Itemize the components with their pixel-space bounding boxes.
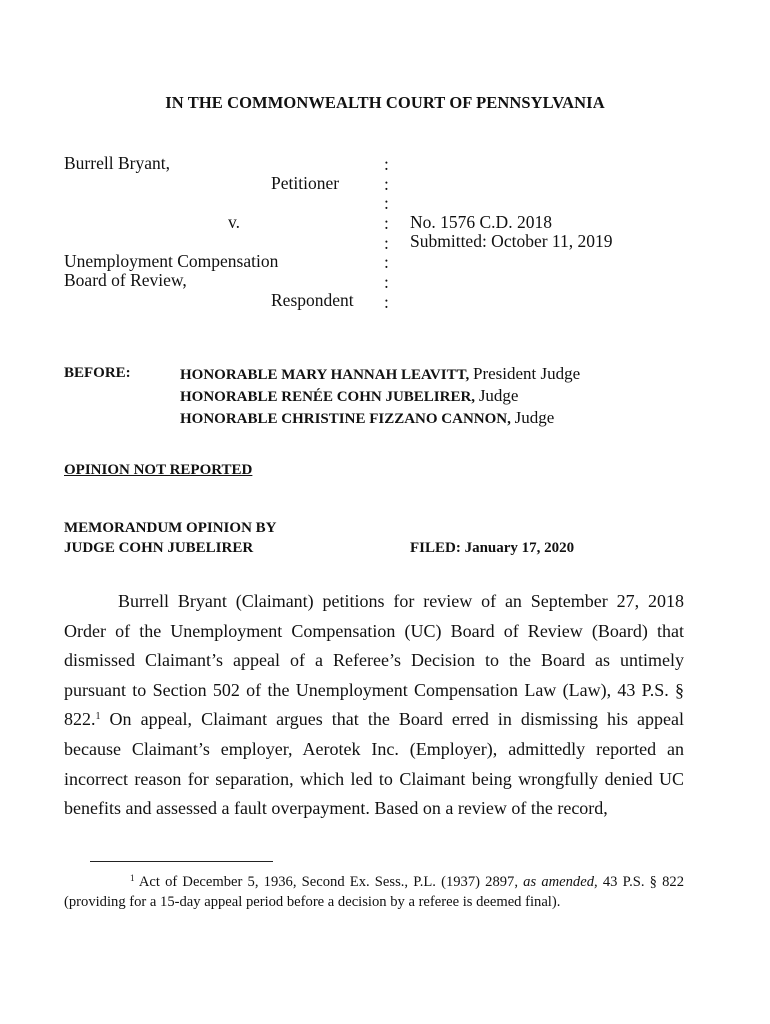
- body-text-before-note: Burrell Bryant (Claimant) petitions for review of an September 27, 2018 Order of the Unemployment Compensation (UC) Board of Review (Board) that dismissed Claimant’s appeal of a Referee’s Decision to the Board as untimely pursuant to Section 502 of the Unemployment Compensation Law (Law), 43 P.S. § 822.: [64, 591, 684, 730]
- opinion-body-paragraph: [64, 587, 684, 824]
- petitioner-name: Burrell Bryant,: [64, 153, 170, 173]
- respondent-name-line1: Unemployment Compensation: [64, 251, 279, 271]
- caption-colon: :: [384, 154, 389, 174]
- respondent-name-line2: Board of Review,: [64, 270, 187, 290]
- judge-line: [180, 408, 554, 428]
- petitioner-role: Petitioner: [271, 173, 340, 193]
- caption-colon-column: [384, 155, 389, 313]
- caption-colon: :: [384, 193, 389, 214]
- footnote-text-part2: , 43 P.S. § 822 (providing for a 15-day appeal period before a decision by a referee is deemed final).: [64, 874, 685, 910]
- caption-colon: :: [384, 173, 389, 194]
- judge-line: [180, 386, 518, 406]
- body-text-after-note: On appeal, Claimant argues that the Board erred in dismissing his appeal because Claimant’s employer, Aerotek Inc. (Employer), admittedly reported an incorrect reason for separation, which led to Claimant being wrongfully denied UC benefits and assessed a fault overpayment. Based on a review of the record,: [64, 709, 684, 819]
- judge-name: HONORABLE CHRISTINE FIZZANO CANNON,: [180, 411, 511, 427]
- panel-label: BEFORE:: [64, 365, 131, 381]
- docket-number: No. 1576 C.D. 2018: [410, 212, 552, 232]
- respondent-role: Respondent: [271, 290, 354, 310]
- footnote: [64, 872, 684, 912]
- caption-colon: :: [384, 291, 389, 312]
- submitted-date: Submitted: October 11, 2019: [410, 231, 613, 251]
- versus-label: v.: [228, 212, 240, 232]
- opinion-status: OPINION NOT REPORTED: [64, 462, 253, 478]
- footnote-text-part1: Act of December 5, 1936, Second Ex. Sess., P.L. (1937) 2897,: [134, 874, 524, 890]
- judge-title: Judge: [514, 408, 555, 427]
- judge-line: [180, 364, 580, 384]
- memorandum-heading: MEMORANDUM OPINION BY: [64, 520, 277, 536]
- footnote-reference[interactable]: 1: [95, 711, 101, 723]
- caption-colon: :: [384, 272, 389, 293]
- judge-name: HONORABLE RENÉE COHN JUBELIRER,: [180, 389, 476, 405]
- court-title: IN THE COMMONWEALTH COURT OF PENNSYLVANIA: [165, 93, 605, 112]
- footnote-marker: 1: [130, 873, 135, 883]
- judge-name: HONORABLE MARY HANNAH LEAVITT,: [180, 367, 470, 383]
- caption-colon: :: [384, 232, 389, 253]
- judge-title: President Judge: [472, 364, 581, 383]
- caption-colon: :: [384, 252, 389, 273]
- memorandum-author: JUDGE COHN JUBELIRER: [64, 540, 254, 556]
- footnote-italic-text: as amended: [523, 874, 594, 890]
- filed-date: FILED: January 17, 2020: [410, 540, 575, 556]
- caption-colon: :: [384, 213, 389, 234]
- footnote-divider: [90, 861, 273, 862]
- judge-title: Judge: [478, 386, 519, 405]
